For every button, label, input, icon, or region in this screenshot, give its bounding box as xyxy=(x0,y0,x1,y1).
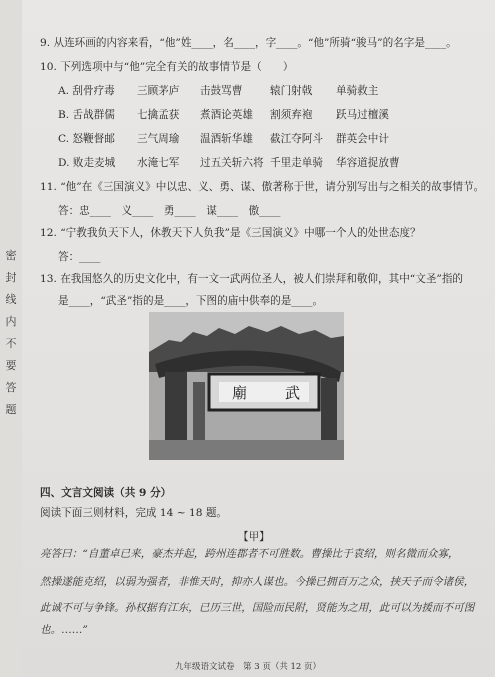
passage-line: 然操遂能克绍，以弱为强者，非惟天时，抑亦人谋也。今操已拥百万之众，挟天子而令诸侯， xyxy=(40,576,475,588)
option-item: 水淹七军 xyxy=(137,157,180,169)
option-item: 群英会中计 xyxy=(336,133,389,145)
option-item: 割须弃袍 xyxy=(270,109,313,121)
section-4-instruction: 阅读下面三则材料，完成 14 ~ 18 题。 xyxy=(40,507,228,519)
option-item: 跃马过檀溪 xyxy=(336,109,389,121)
option-label: A. 刮骨疗毒 xyxy=(58,85,115,97)
binding-margin xyxy=(0,0,22,677)
option-label: B. 舌战群儒 xyxy=(58,109,115,121)
question-10-stem: 10. 下列选项中与“他”完全有关的故事情节是（ ） xyxy=(40,61,294,73)
option-item: 辕门射戟 xyxy=(270,85,313,97)
seal-char: 要 xyxy=(5,359,17,372)
question-12-stem: 12. “宁教我负天下人，休教天下人负我”是《三国演义》中哪一个人的处世态度？ xyxy=(40,227,421,239)
passage-label: 【甲】 xyxy=(238,531,270,543)
question-13-line2: 是____，“武圣”指的是____，下图的庙中供奉的是____。 xyxy=(58,295,324,307)
question-11-stem: 11. “他”在《三国演义》中以忠、义、勇、谋、傲著称于世，请分别写出与之相关的故事情节。 xyxy=(40,181,485,193)
question-9: 9. 从连环画的内容来看，“他”姓____，名____，字____。“他”所骑“骏马”的名字是____。 xyxy=(40,37,457,49)
option-item: 华容道捉放曹 xyxy=(336,157,400,169)
seal-char: 不 xyxy=(5,337,17,350)
seal-notice xyxy=(2,250,20,426)
option-item: 截江夺阿斗 xyxy=(270,133,323,145)
option-item: 三气周瑜 xyxy=(137,133,180,145)
option-item: 过五关斩六将 xyxy=(200,157,264,169)
svg-text:武: 武 xyxy=(285,384,301,402)
seal-char: 封 xyxy=(5,271,17,284)
option-item: 七擒孟获 xyxy=(137,109,180,121)
option-label: C. 怒鞭督邮 xyxy=(58,133,115,145)
seal-char: 线 xyxy=(5,293,17,306)
option-item: 击鼓骂曹 xyxy=(200,85,243,97)
option-item: 温酒斩华雄 xyxy=(200,133,253,145)
seal-char: 答 xyxy=(5,381,17,394)
section-4-title: 四、文言文阅读（共 9 分） xyxy=(40,487,172,499)
option-label: D. 败走麦城 xyxy=(58,157,116,169)
temple-gate-illustration xyxy=(149,312,344,460)
temple-photo xyxy=(149,312,344,460)
page-footer: 九年级语文试卷 第 3 页（共 12 页） xyxy=(175,662,322,672)
option-item: 三顾茅庐 xyxy=(137,85,180,97)
seal-char: 内 xyxy=(5,315,17,328)
plaque-text: 廟 xyxy=(232,384,248,402)
question-12-answer: 答：____ xyxy=(58,251,101,263)
option-item: 煮酒论英雄 xyxy=(200,109,253,121)
passage-line: 亮答曰：“自董卓已来，豪杰并起，跨州连郡者不可胜数。曹操比于袁绍，则名微而众寡， xyxy=(40,548,459,560)
question-11-answer: 答：忠____ 义____ 勇____ 谋____ 傲____ xyxy=(58,205,281,217)
option-item: 千里走单骑 xyxy=(270,157,323,169)
seal-char: 题 xyxy=(5,403,17,416)
passage-line: 也。……” xyxy=(40,624,88,636)
passage-line: 此诚不可与争锋。孙权据有江东，已历三世，国险而民附，贤能为之用，此可以为援而不可图 xyxy=(40,602,475,614)
question-13-line1: 13. 在我国悠久的历史文化中，有一文一武两位圣人，被人们崇拜和敬仰，其中“文圣”指的 xyxy=(40,273,464,285)
option-item: 单骑救主 xyxy=(336,85,379,97)
seal-char: 密 xyxy=(5,249,17,262)
